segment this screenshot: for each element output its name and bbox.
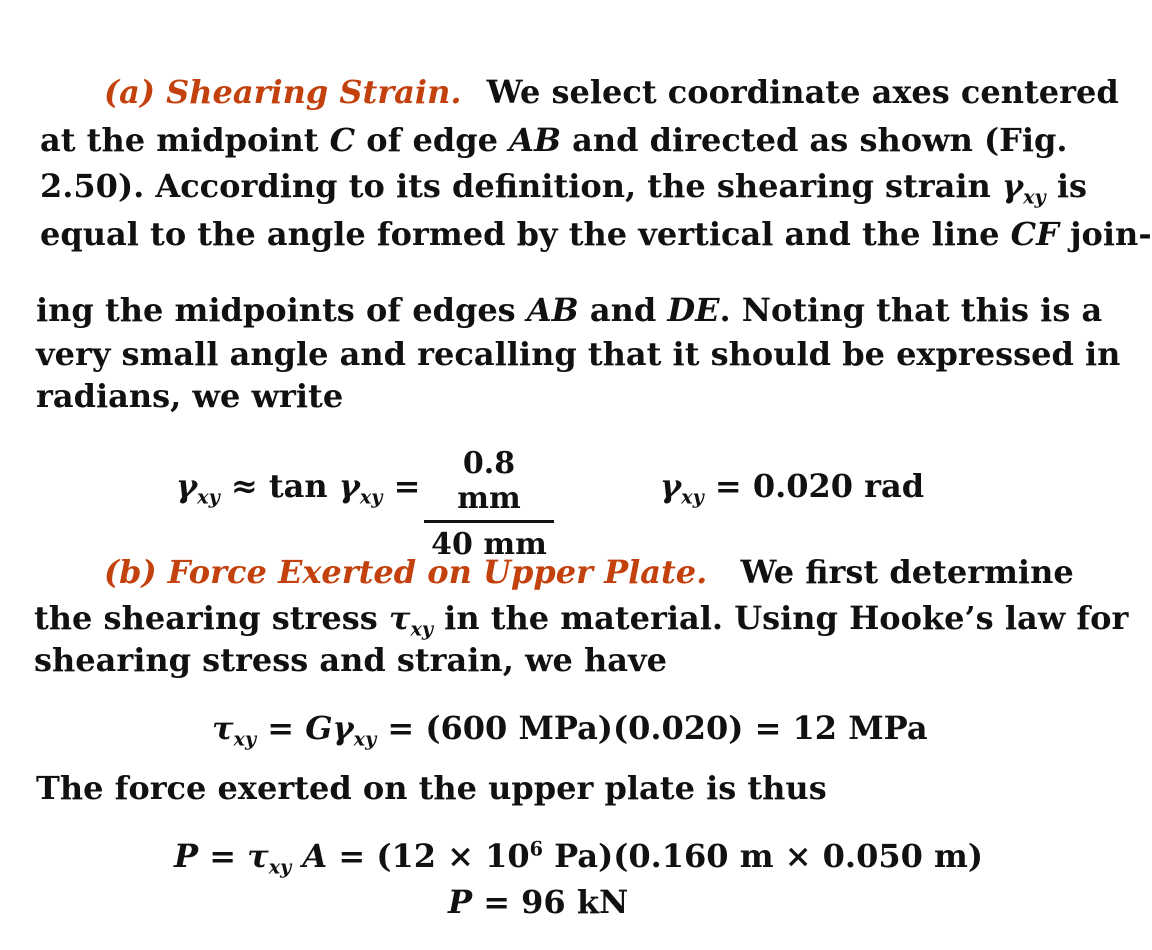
gamma-symbol: γ: [332, 709, 354, 747]
subscript-xy: xy: [233, 727, 257, 751]
tau-result: = (600 MPa)(0.020) = 12 MPa: [376, 709, 928, 747]
text-run: 2.50). According to its definition, the shearing strain: [40, 167, 1002, 205]
gamma-symbol: γ: [660, 467, 682, 505]
text-run: is: [1045, 167, 1087, 205]
equation-force-result: [448, 882, 628, 922]
part-b-line-2: [34, 598, 1129, 641]
part-a-heading: (a) Shearing Strain.: [104, 73, 462, 111]
part-b-line-3: [34, 640, 667, 680]
part-a-line-5: [36, 290, 1103, 330]
text-run: radians, we write: [36, 377, 344, 415]
text-run: very small angle and recalling that it should be expressed in: [36, 335, 1121, 373]
subscript-xy: xy: [197, 485, 220, 509]
shear-modulus-G: = G: [256, 709, 333, 747]
text-run: equal to the angle formed by the vertical and the line: [40, 215, 1011, 253]
gamma-result-value: = 0.020 rad: [703, 467, 925, 505]
force-sentence: [36, 768, 827, 808]
fraction-numerator: 0.8 mm: [424, 446, 554, 523]
edge-AB: AB: [509, 121, 561, 159]
equals-sign: =: [382, 467, 421, 505]
equation-tau: [212, 708, 928, 751]
edge-AB: AB: [526, 291, 579, 329]
part-b-line-1: [104, 552, 1074, 592]
subscript-xy: xy: [268, 855, 292, 879]
equation-gamma-result: [660, 466, 925, 509]
area-A: A: [291, 837, 328, 875]
text-run: . Noting that this is a: [719, 291, 1103, 329]
text-run: shearing stress and strain, we have: [34, 641, 667, 679]
subscript-xy: xy: [359, 485, 383, 509]
text-run: of edge: [355, 121, 510, 159]
gamma-symbol: γ: [1001, 167, 1024, 205]
fraction-denominator: 40 mm: [431, 527, 547, 562]
part-a-line-3: [40, 166, 1087, 209]
part-a-line-4: [40, 214, 1152, 254]
text-run: join-: [1058, 215, 1152, 253]
force-P: P: [448, 883, 473, 921]
tau-symbol: τ: [388, 599, 411, 637]
fraction-strain: [424, 446, 554, 562]
equation-gamma-approx: [176, 466, 421, 509]
part-b-line1-text: We first determine: [740, 553, 1074, 591]
force-expression: = (12 × 10: [327, 837, 530, 875]
tau-symbol: τ: [212, 709, 234, 747]
text-run: the shearing stress: [34, 599, 389, 637]
part-a-line1-text: We select coordinate axes centered: [486, 73, 1119, 111]
tau-symbol: τ: [247, 837, 269, 875]
subscript-xy: xy: [353, 727, 377, 751]
approx-tan: ≈ tan: [219, 467, 339, 505]
exponent: 6: [529, 837, 543, 861]
subscript-xy: xy: [681, 485, 704, 509]
gamma-symbol: γ: [176, 467, 198, 505]
text-run: and: [578, 291, 668, 329]
force-expression: Pa)(0.160 m × 0.050 m): [543, 837, 983, 875]
text-run: at the midpoint: [40, 121, 330, 159]
part-b-heading: (b) Force Exerted on Upper Plate.: [104, 553, 708, 591]
part-a-line-7: [36, 376, 343, 416]
subscript-xy: xy: [410, 617, 434, 641]
text-run: The force exerted on the upper plate is thus: [36, 769, 827, 807]
text-run: ing the midpoints of edges: [36, 291, 527, 329]
line-CF: CF: [1010, 215, 1059, 253]
point-C: C: [329, 121, 356, 159]
part-a-line-2: [40, 120, 1068, 160]
text-run: in the material. Using Hooke’s law for: [433, 599, 1129, 637]
gamma-symbol: γ: [338, 467, 360, 505]
part-a-line-6: [36, 334, 1121, 374]
force-result-value: = 96 kN: [472, 883, 629, 921]
part-a-line-1: [104, 72, 1119, 112]
text-run: and directed as shown (Fig.: [561, 121, 1068, 159]
subscript-xy: xy: [1023, 185, 1046, 209]
edge-DE: DE: [667, 291, 720, 329]
equation-force: [174, 836, 983, 879]
equals-sign: =: [198, 837, 248, 875]
force-P: P: [174, 837, 199, 875]
